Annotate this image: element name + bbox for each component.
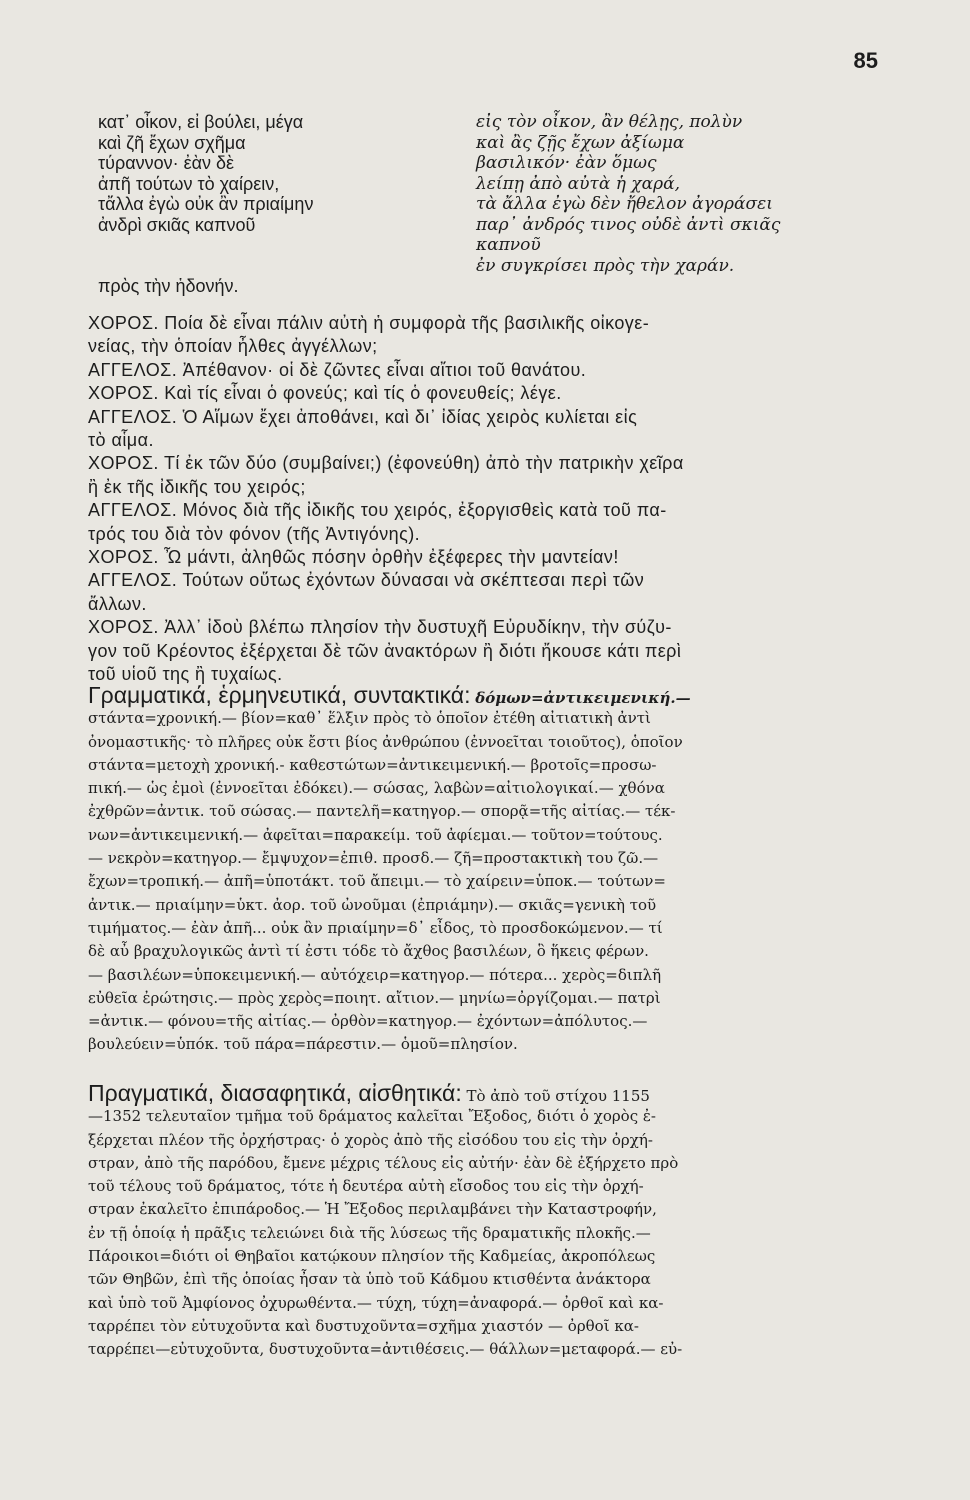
verse-line: ἀπῆ τούτων τὸ χαίρειν, — [98, 173, 280, 194]
note-line: ὀνομαστικῆς· τὸ πλῆρες οὐκ ἔστι βίος ἀνθρώπου (ἐννοεῖται τοιοῦτος), ὁποῖον — [88, 732, 683, 751]
dialogue-line: ΧΟΡΟΣ. Ἀλλ᾽ ἰδοὺ βλέπω πλησίον τὴν δυστυχῆ Εὐρυδίκην, τὴν σύζυ- — [88, 617, 672, 638]
translation-line: ἐν συγκρίσει πρὸς τὴν χαράν. — [476, 255, 735, 276]
translation-line: καὶ ἂς ζῇς ἔχων ἀξίωμα — [476, 132, 685, 153]
dialogue-line: ΑΓΓΕΛΟΣ. Ὁ Αἵμων ἔχει ἀποθάνει, καὶ δι᾽ ἰδίας χειρὸς κυλίεται εἰς — [88, 406, 638, 427]
pragmatic-first-note: Τὸ ἀπὸ τοῦ στίχου 1155 — [466, 1087, 650, 1105]
translation-line: τὰ ἄλλα ἐγὼ δὲν ἤθελον ἀγοράσει — [476, 194, 773, 214]
note-line: στραν ἐκαλεῖτο ἐπιπάροδος.— Ἡ Ἔξοδος περιλαμβάνει τὴν Καταστροφήν, — [88, 1200, 657, 1219]
note-line: — βασιλέων=ὑποκειμενική.— αὐτόχειρ=κατηγορ.— πότερα... χερὸς=διπλῆ — [88, 965, 662, 984]
note-line: δὲ αὖ βραχυλογικῶς ἀντὶ τί ἐστι τόδε τὸ ἄχθος βασιλέων, ὃ ἥκεις φέρων. — [88, 942, 649, 961]
note-line: ταρρέπει τὸν εὐτυχοῦντα καὶ δυστυχοῦντα=σχῆμα χιαστόν — ὀρθοῖ κα- — [88, 1316, 639, 1335]
dialogue-line: νείας, τὴν ὁποίαν ἦλθες ἀγγέλλων; — [88, 336, 378, 357]
note-line: — νεκρὸν=κατηγορ.— ἔμψυχον=ἐπιθ. προσδ.— ζῆ=προστακτικὴ του ζῶ.— — [88, 849, 659, 868]
note-line: τοῦ τέλους τοῦ δράματος, τότε ἡ δευτέρα αὐτὴ εἴσοδος του εἰς τὴν ὀρχή- — [88, 1177, 644, 1196]
note-line: ἐν τῇ ὁποίᾳ ἡ πρᾶξις τελειώνει διὰ τῆς λύσεως τῆς δραματικῆς πλοκῆς.— — [88, 1223, 651, 1242]
verse-line: τἄλλα ἐγὼ οὐκ ἂν πριαίμην — [98, 194, 314, 214]
note-line: ἐχθρῶν=ἀντικ. τοῦ σώσας.— παντελῆ=κατηγορ.— σπορᾷ=τῆς αἰτίας.— τέκ- — [88, 802, 676, 821]
note-line: στραν, ἀπὸ τῆς παρόδου, ἔμενε μέχρις τέλους εἰς αὐτήν· ἐὰν δὲ ἐξήρχετο πρὸ — [88, 1153, 679, 1172]
note-line: καὶ ὑπὸ τοῦ Ἀμφίονος ὀχυρωθέντα.— τύχη, τύχη=ἀναφορά.— ὀρθοῖ καὶ κα- — [88, 1293, 664, 1312]
dialogue-block — [88, 312, 893, 687]
dialogue-line: γον τοῦ Κρέοντος ἐξέρχεται δὲ τῶν ἀνακτόρων ἢ διότι ἤκουσε κάτι περὶ — [88, 640, 682, 661]
verse-translation-block — [98, 112, 878, 296]
grammar-heading-line — [88, 684, 893, 707]
verse-line: καὶ ζῆ ἔχων σχῆμα — [98, 132, 246, 153]
note-line: ἔχων=τροπική.— ἀπῆ=ὑποτάκτ. τοῦ ἄπειμι.— τὸ χαίρειν=ὑποκ.— τούτων= — [88, 872, 666, 891]
note-line: πική.— ὡς ἐμοὶ (ἐννοεῖται ἐδόκει).— σώσας, λαβὼν=αἰτιολογικαί.— χθόνα — [88, 779, 665, 798]
note-line: τιμήματος.— ἐὰν ἀπῆ... οὐκ ἂν πριαίμην=δ᾽ εἶδος, τὸ προσδοκώμενον.— τί — [88, 918, 663, 937]
translation-line: λείπῃ ἀπὸ αὐτὰ ἡ χαρά, — [476, 173, 680, 194]
dialogue-line: τὸ αἷμα. — [88, 430, 154, 451]
dialogue-line: ΧΟΡΟΣ. Ὦ μάντι, ἀληθῶς πόσην ὀρθὴν ἐξέφερες τὴν μαντείαν! — [88, 547, 619, 568]
translation-line: εἰς τὸν οἶκον, ἂν θέλῃς, πολὺν — [476, 112, 743, 132]
verse-line: κατ᾽ οἶκον, εἰ βούλει, μέγα — [98, 112, 304, 132]
verse-line: πρὸς τὴν ἡδονήν. — [98, 276, 239, 296]
note-line: εὐθεῖα ἐρώτησις.— πρὸς χερὸς=ποιητ. αἴτιον.— μηνίω=ὀργίζομαι.— πατρὶ — [88, 988, 661, 1007]
pragmatic-notes-section — [88, 1082, 893, 1362]
dialogue-line: ἢ ἐκ τῆς ἰδικῆς του χειρός; — [88, 476, 306, 497]
note-line: τῶν Θηβῶν, ἐπὶ τῆς ὁποίας ἦσαν τὰ ὑπὸ τοῦ Κάδμου κτισθέντα ἀνάκτορα — [88, 1270, 651, 1289]
dialogue-line: ΑΓΓΕΛΟΣ. Μόνος διὰ τῆς ἰδικῆς του χειρός, ἐξοργισθεὶς κατὰ τοῦ πα- — [88, 500, 667, 521]
note-line: =ἀντικ.— φόνου=τῆς αἰτίας.— ὀρθὸν=κατηγορ.— ἐχόντων=ἀπόλυτος.— — [88, 1012, 648, 1031]
note-line: Πάροικοι=διότι οἱ Θηβαῖοι κατῴκουν πλησίον τῆς Καδμείας, ἀκροπόλεως — [88, 1247, 656, 1266]
translation-line: παρ᾽ ἀνδρός τινος οὐδὲ ἀντὶ σκιᾶς — [476, 214, 781, 235]
dialogue-line: ΑΓΓΕΛΟΣ. Ἀπέθανον· οἱ δὲ ζῶντες εἶναι αἴτιοι τοῦ θανάτου. — [88, 359, 587, 380]
verse-original-column — [98, 112, 478, 297]
dialogue-line: τρός του διὰ τὸν φόνον (τῆς Ἀντιγόνης). — [88, 523, 421, 544]
verse-gap — [98, 235, 478, 276]
verse-line: τύραννον· ἐὰν δὲ — [98, 153, 235, 173]
note-line: νων=ἀντικειμενική.— ἀφεῖται=παρακείμ. τοῦ ἀφίεμαι.— τοῦτον=τούτους. — [88, 825, 663, 844]
note-line: στάντα=χρονική.— βίον=καθ᾽ ἕλξιν πρὸς τὸ ὁποῖον ἐτέθη αἰτιατικὴ ἀντὶ — [88, 709, 651, 728]
note-line: —1352 τελευταῖον τμῆμα τοῦ δράματος καλεῖται Ἔξοδος, διότι ὁ χορὸς ἐ- — [88, 1107, 656, 1126]
pragmatic-heading-line — [88, 1082, 893, 1105]
verse-translation-column — [476, 112, 886, 276]
note-line: ταρρέπει—εὐτυχοῦντα, δυστυχοῦντα=ἀντιθέσεις.— θάλλων=μεταφορά.— εὐ- — [88, 1340, 683, 1359]
grammar-notes-section — [88, 684, 893, 1057]
dialogue-line: ΑΓΓΕΛΟΣ. Τούτων οὕτως ἐχόντων δύνασαι νὰ σκέπτεσαι περὶ τῶν — [88, 570, 645, 591]
dialogue-line: ἄλλων. — [88, 593, 147, 614]
translation-line: καπνοῦ — [476, 235, 541, 255]
grammar-first-note: δόμων=ἀντικειμενική.— — [475, 689, 691, 707]
pragmatic-heading: Πραγματικά, διασαφητικά, αἰσθητικά: — [88, 1080, 462, 1106]
note-line: ξέρχεται πλέον τῆς ὀρχήστρας· ὁ χορὸς ἀπὸ τῆς εἰσόδου του εἰς τὴν ὀρχή- — [88, 1130, 653, 1149]
dialogue-line: ΧΟΡΟΣ. Ποία δὲ εἶναι πάλιν αὐτὴ ἡ συμφορὰ τῆς βασιλικῆς οἰκογε- — [88, 313, 650, 333]
translation-line: βασιλικόν· ἐὰν ὅμως — [476, 153, 657, 173]
dialogue-line: ΧΟΡΟΣ. Καὶ τίς εἶναι ὁ φονεύς; καὶ τίς ὁ φονευθείς; λέγε. — [88, 383, 562, 404]
dialogue-line: τοῦ υἱοῦ της ἢ τυχαίως. — [88, 664, 283, 685]
note-line: ἀντικ.— πριαίμην=ὑκτ. ἀορ. τοῦ ὠνοῦμαι (ἐπριάμην).— σκιᾶς=γενικὴ τοῦ — [88, 895, 657, 914]
grammar-heading: Γραμματικά, ἑρμηνευτικά, συντακτικά: — [88, 682, 471, 708]
note-line: στάντα=μετοχὴ χρονική.- καθεστώτων=ἀντικειμενική.— βροτοῖς=προσω- — [88, 755, 657, 774]
page-number: 85 — [853, 48, 878, 73]
note-line: βουλεύειν=ὑπόκ. τοῦ πάρα=πάρεστιν.— ὁμοῦ=πλησίον. — [88, 1035, 518, 1054]
dialogue-line: ΧΟΡΟΣ. Τί ἐκ τῶν δύο (συμβαίνει;) (ἐφονεύθη) ἀπὸ τὴν πατρικὴν χεῖρα — [88, 453, 684, 474]
verse-line: ἀνδρὶ σκιᾶς καπνοῦ — [98, 214, 256, 235]
